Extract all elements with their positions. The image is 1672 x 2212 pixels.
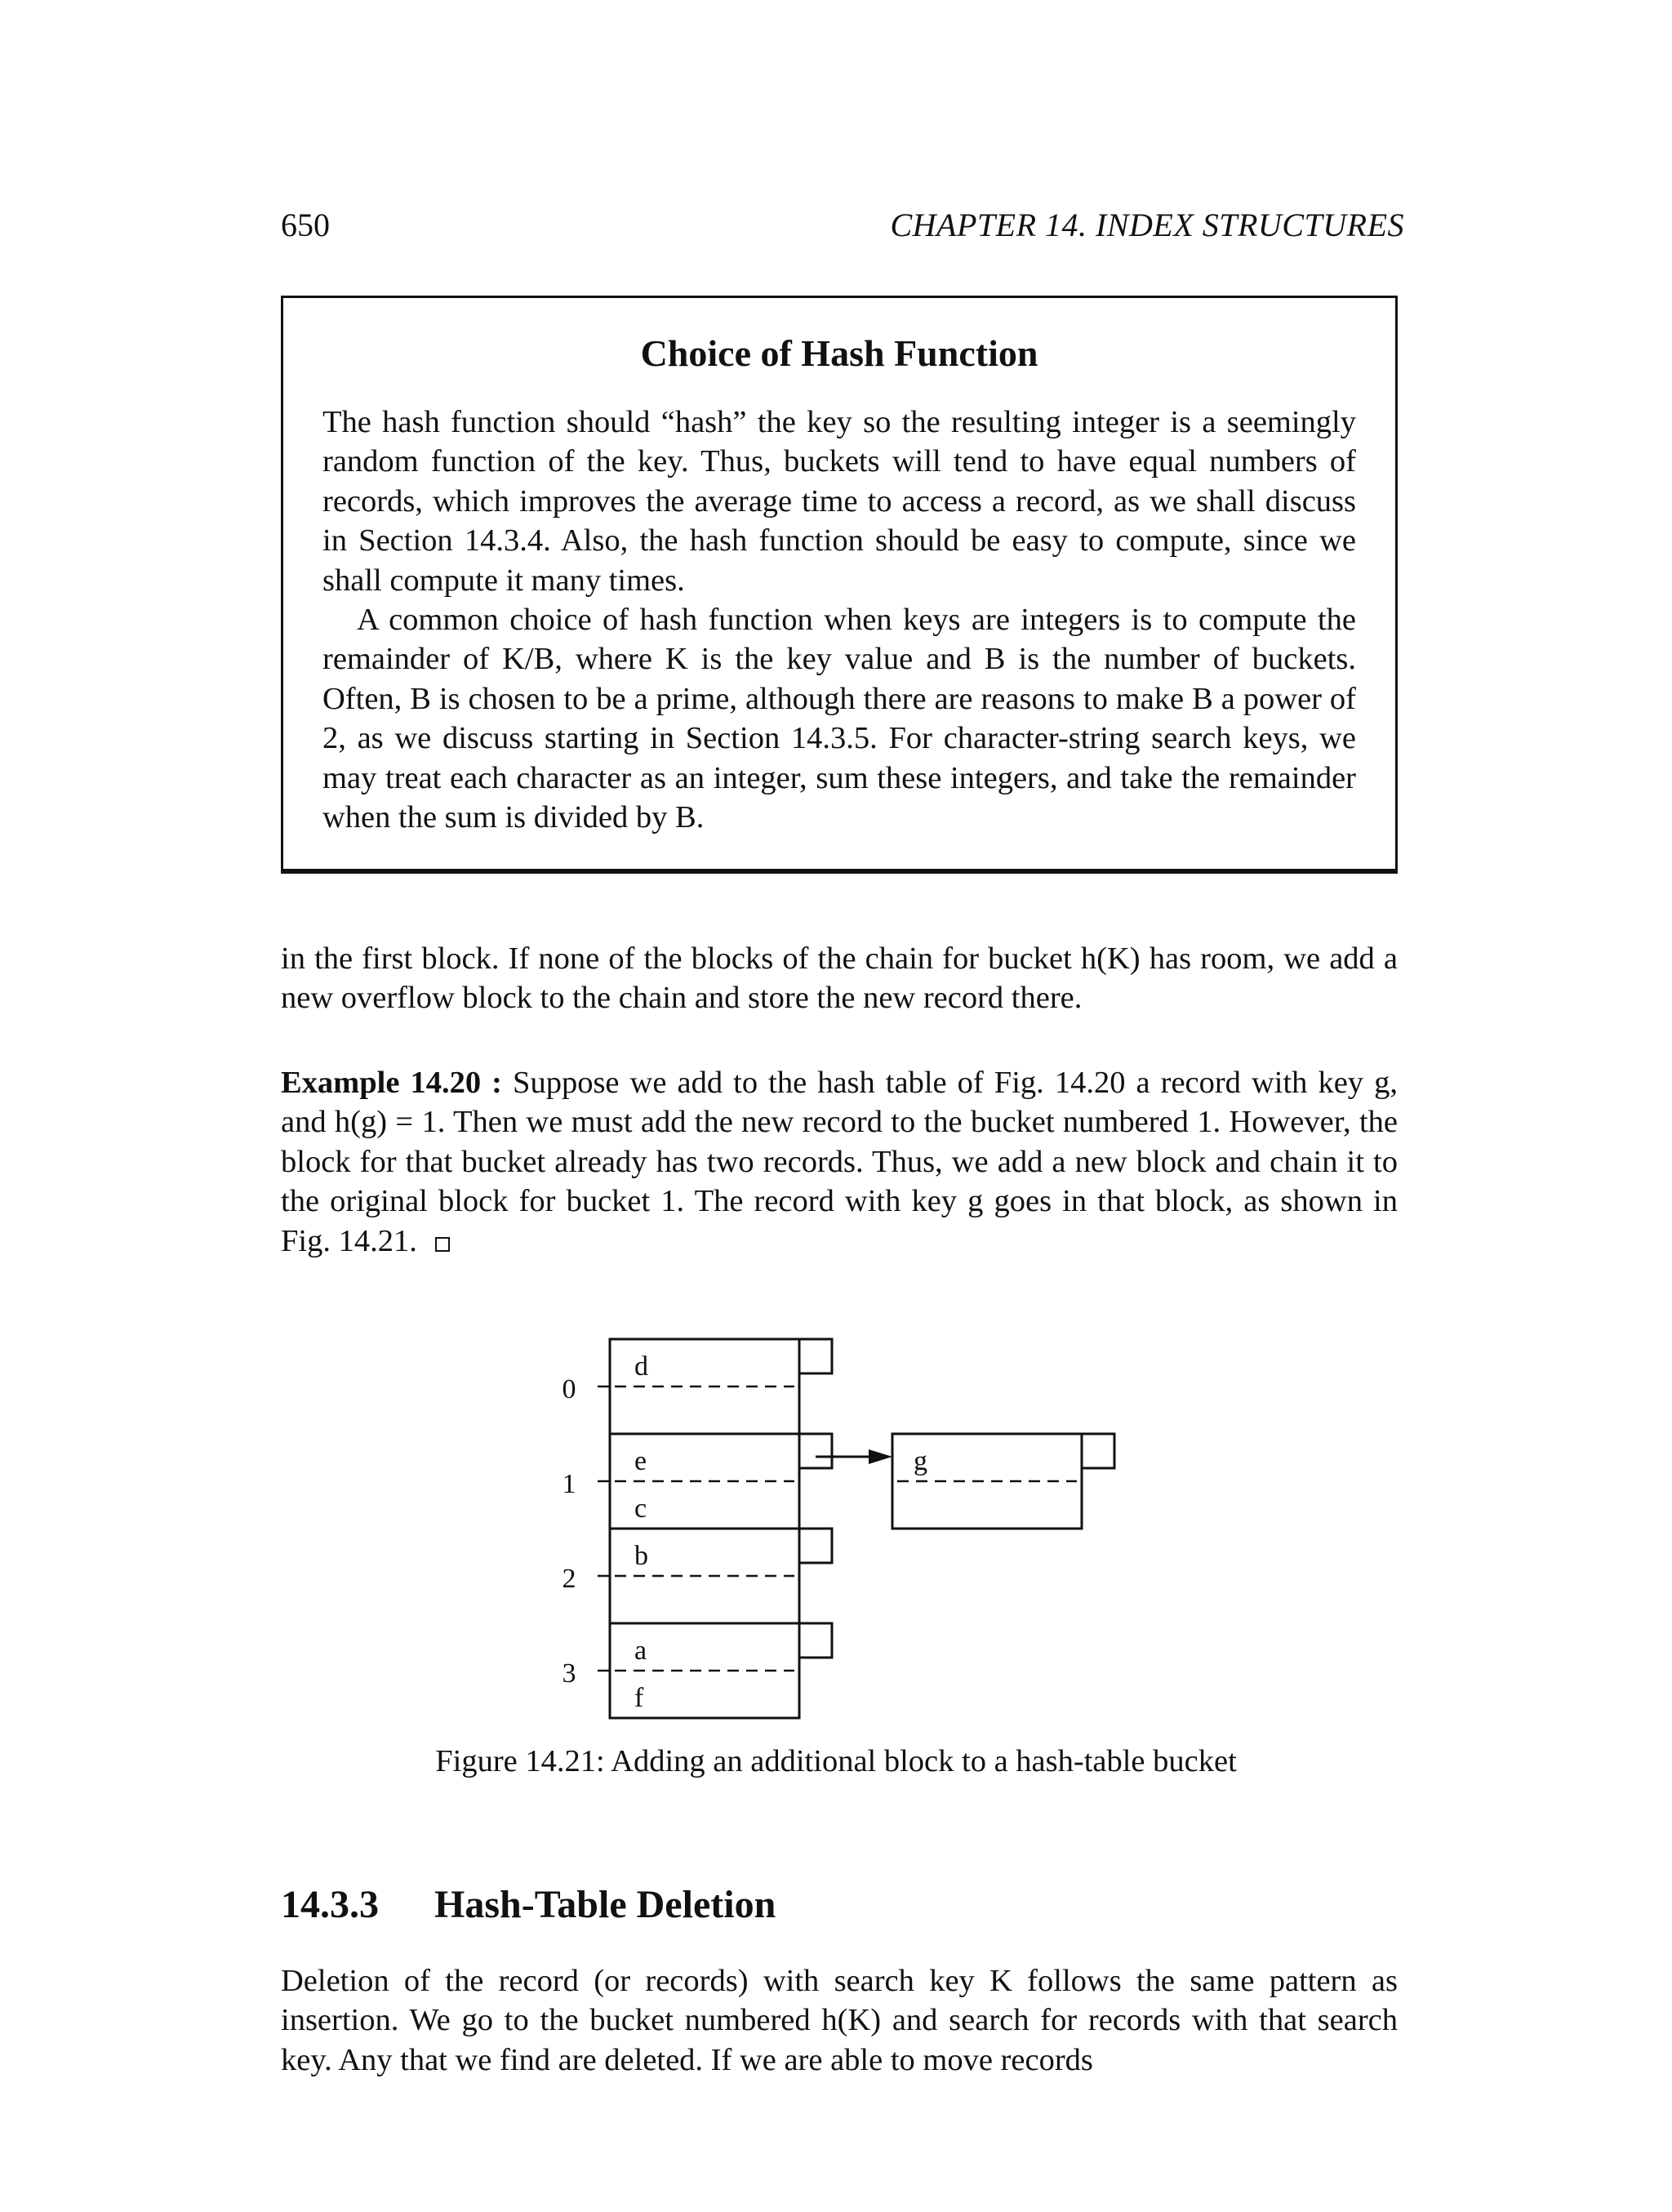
bucket-number: 2 <box>562 1564 576 1594</box>
example-label: Example 14.20 : <box>281 1066 502 1100</box>
bucket-number: 1 <box>562 1469 576 1499</box>
example-text: Suppose we add to the hash table of Fig. 14.20 a record with key g, and h(g) = 1. Then we must add the new record to the bucket numbered 1. However, the block for that bucket already has two records. Thus, we add a new block and chain it to the original block for bucket 1. The record with key g goes in that block, as shown in Fig. 14.21. <box>281 1066 1398 1258</box>
record-key: d <box>634 1351 648 1382</box>
record-key: f <box>634 1683 644 1713</box>
pointer-box <box>1082 1434 1114 1468</box>
section-heading <box>281 1880 776 1929</box>
figure-caption: Figure 14.21: Adding an additional block to a hash-table bucket <box>435 1744 1237 1778</box>
sidebar-paragraph: A common choice of hash function when keys are integers is to compute the remainder of K/B, where K is the key value and B is the number of buckets. Often, B is chosen to be a prime, although there are reasons to make B a power of 2, as we discuss starting in Section 14.3.5. For character-string search keys, we may treat each character as an integer, sum these integers, and take the remainder when the sum is divided by B. <box>322 603 1356 835</box>
sidebar-paragraph: The hash function should “hash” the key so the resulting integer is a seemingly random function of the key. Thus, buckets will tend to have equal numbers of records, which improves the average time to access a record, as we shall discuss in Section 14.3.4. Also, the hash function should be easy to compute, since we shall compute it many times. <box>322 405 1356 598</box>
pointer-box <box>799 1623 832 1658</box>
pointer-box <box>799 1529 832 1563</box>
record-key: e <box>634 1446 647 1476</box>
chain-pointer-arrow <box>816 1449 892 1464</box>
running-header: CHAPTER 14. INDEX STRUCTURES <box>890 207 1404 243</box>
pointer-box <box>799 1339 832 1373</box>
record-key: g <box>914 1446 927 1476</box>
pointer-box <box>799 1434 832 1468</box>
record-key: b <box>634 1541 648 1571</box>
record-key: a <box>634 1636 647 1666</box>
section-title: Hash-Table Deletion <box>434 1883 776 1926</box>
section-text: Deletion of the record (or records) with search key K follows the same pattern as insertion. We go to the bucket numbered h(K) and search for records with that search key. Any that we find are deleted. If we are able to move records <box>281 1964 1398 2077</box>
sidebar-title: Choice of Hash Function <box>640 332 1038 374</box>
bucket-number: 3 <box>562 1658 576 1689</box>
record-key: c <box>634 1493 647 1524</box>
page-number: 650 <box>281 207 330 243</box>
bucket-number: 0 <box>562 1374 576 1404</box>
section-paragraph <box>281 1961 1398 2080</box>
continuation-text: in the first block. If none of the blocks of the chain for bucket h(K) has room, we add a new overflow block to the chain and store the new record there. <box>281 941 1398 1016</box>
section-number: 14.3.3 <box>281 1883 379 1926</box>
